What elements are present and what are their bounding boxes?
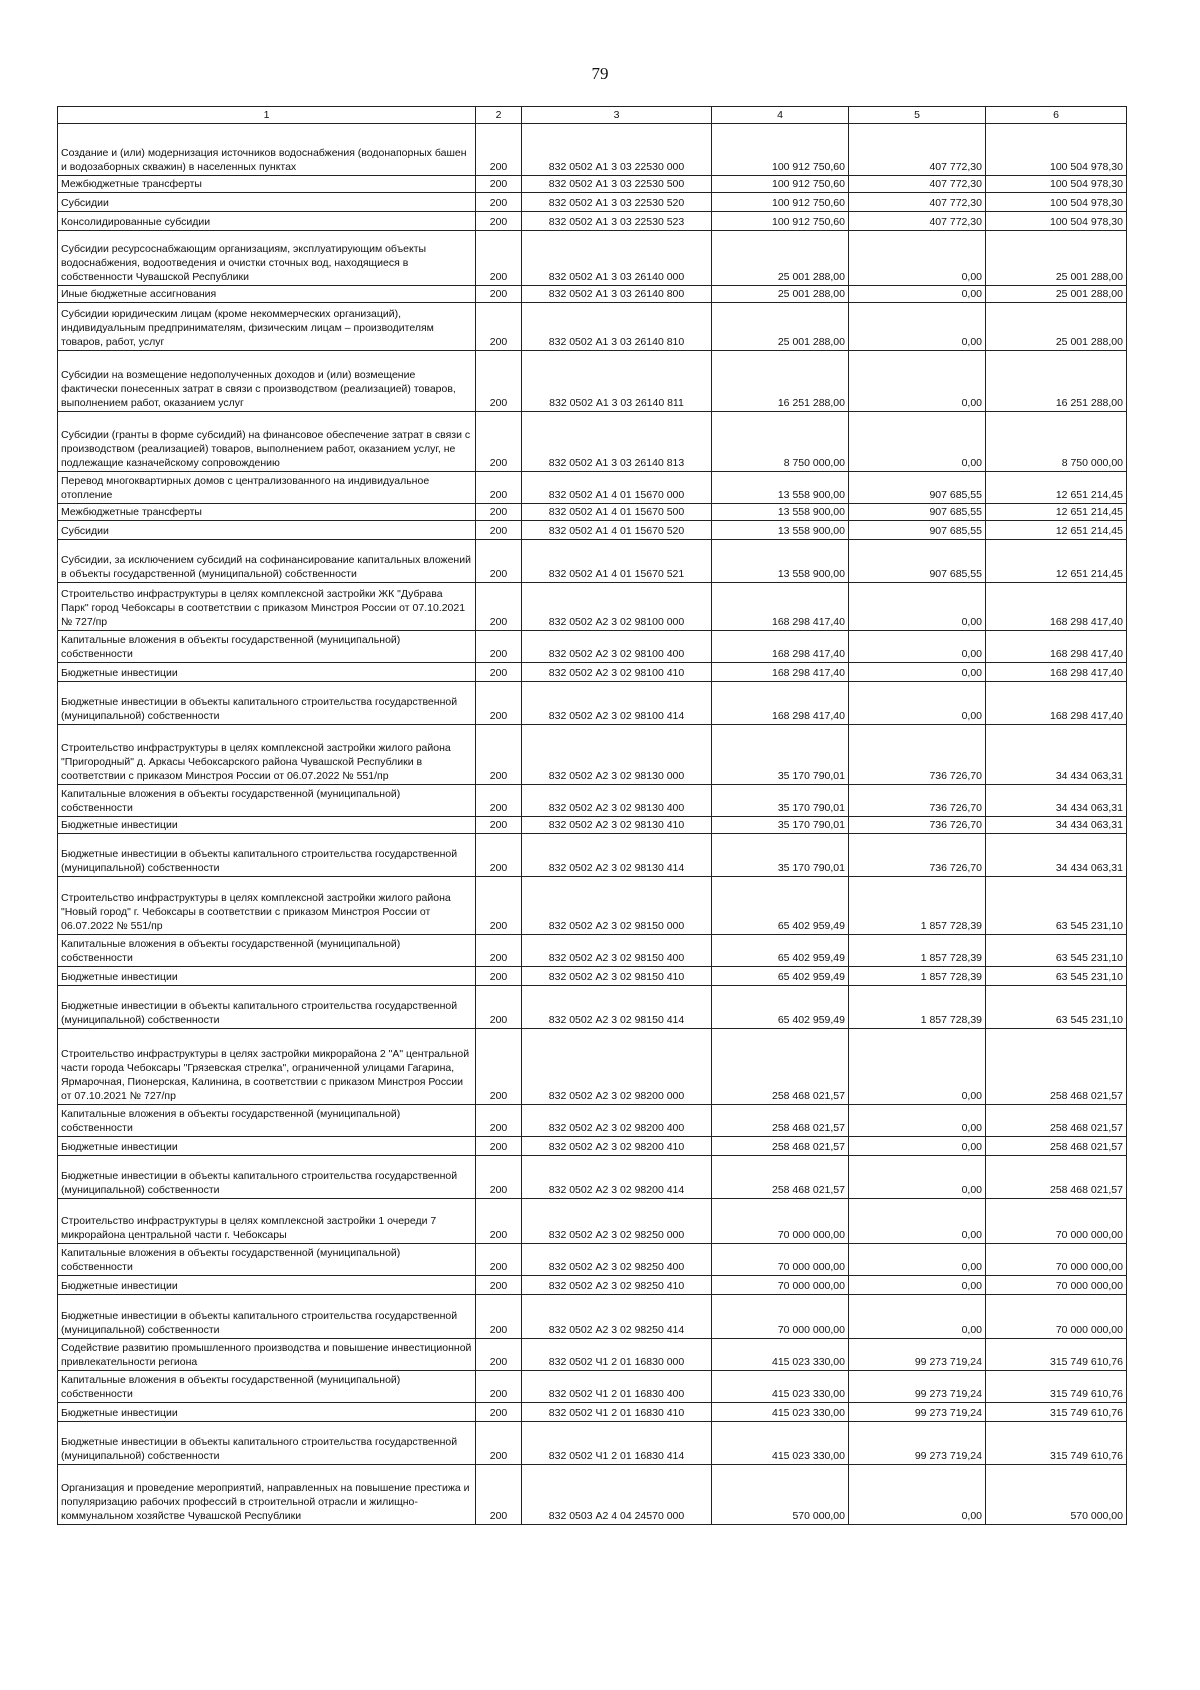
row-executed-amount: 0,00 xyxy=(849,412,986,472)
row-remaining-amount: 70 000 000,00 xyxy=(986,1295,1127,1339)
table-row xyxy=(58,986,1127,1029)
row-executed-amount: 1 857 728,39 xyxy=(849,935,986,967)
row-budget-code: 832 0502 А1 3 03 22530 000 xyxy=(522,124,712,176)
row-budget-code: 832 0502 А2 3 02 98100 410 xyxy=(522,663,712,682)
row-planned-amount: 35 170 790,01 xyxy=(712,725,849,785)
row-remaining-amount: 63 545 231,10 xyxy=(986,935,1127,967)
row-planned-amount: 415 023 330,00 xyxy=(712,1403,849,1422)
table-row xyxy=(58,834,1127,877)
row-name: Бюджетные инвестиции в объекты капитального строительства государственной (муниципальной) собственности xyxy=(58,1295,476,1339)
row-admin-code: 200 xyxy=(476,834,522,877)
table-row xyxy=(58,1339,1127,1371)
row-remaining-amount: 12 651 214,45 xyxy=(986,472,1127,504)
row-admin-code: 200 xyxy=(476,817,522,834)
row-executed-amount: 0,00 xyxy=(849,303,986,351)
row-name: Капитальные вложения в объекты государственной (муниципальной) собственности xyxy=(58,1244,476,1276)
row-name: Перевод многоквартирных домов с централизованного на индивидуальное отопление xyxy=(58,472,476,504)
row-executed-amount: 99 273 719,24 xyxy=(849,1403,986,1422)
row-planned-amount: 65 402 959,49 xyxy=(712,935,849,967)
row-executed-amount: 0,00 xyxy=(849,1276,986,1295)
row-budget-code: 832 0502 А1 4 01 15670 000 xyxy=(522,472,712,504)
row-name: Строительство инфраструктуры в целях застройки микрорайона 2 "А" центральной части города Чебоксары "Грязевская стрелка", ограниченной улицами Гагарина, Ярмарочная, Пионерская, Калинина, в соответствии с приказом Минстроя России от 07.10.2021 № 727/пр xyxy=(58,1029,476,1105)
row-executed-amount: 0,00 xyxy=(849,1156,986,1199)
row-name: Бюджетные инвестиции в объекты капитального строительства государственной (муниципальной) собственности xyxy=(58,682,476,725)
row-executed-amount: 0,00 xyxy=(849,351,986,412)
row-admin-code: 200 xyxy=(476,231,522,286)
row-admin-code: 200 xyxy=(476,725,522,785)
row-remaining-amount: 16 251 288,00 xyxy=(986,351,1127,412)
row-remaining-amount: 315 749 610,76 xyxy=(986,1403,1127,1422)
row-planned-amount: 168 298 417,40 xyxy=(712,583,849,631)
row-planned-amount: 100 912 750,60 xyxy=(712,124,849,176)
row-admin-code: 200 xyxy=(476,540,522,583)
row-executed-amount: 907 685,55 xyxy=(849,521,986,540)
row-name: Бюджетные инвестиции xyxy=(58,1403,476,1422)
row-name: Капитальные вложения в объекты государственной (муниципальной) собственности xyxy=(58,1371,476,1403)
row-budget-code: 832 0502 Ч1 2 01 16830 410 xyxy=(522,1403,712,1422)
row-name: Создание и (или) модернизация источников водоснабжения (водонапорных башен и водозаборных скважин) в населенных пунктах xyxy=(58,124,476,176)
row-budget-code: 832 0502 А2 3 02 98130 414 xyxy=(522,834,712,877)
row-admin-code: 200 xyxy=(476,1105,522,1137)
row-name: Бюджетные инвестиции xyxy=(58,1137,476,1156)
row-admin-code: 200 xyxy=(476,935,522,967)
table-row xyxy=(58,935,1127,967)
column-header: 6 xyxy=(986,107,1127,124)
row-executed-amount: 407 772,30 xyxy=(849,212,986,231)
row-budget-code: 832 0503 А2 4 04 24570 000 xyxy=(522,1465,712,1525)
column-header: 5 xyxy=(849,107,986,124)
row-budget-code: 832 0502 А1 3 03 22530 500 xyxy=(522,176,712,193)
row-name: Иные бюджетные ассигнования xyxy=(58,286,476,303)
row-remaining-amount: 570 000,00 xyxy=(986,1465,1127,1525)
row-planned-amount: 258 468 021,57 xyxy=(712,1137,849,1156)
row-remaining-amount: 25 001 288,00 xyxy=(986,231,1127,286)
row-name: Субсидии, за исключением субсидий на софинансирование капитальных вложений в объекты государственной (муниципальной) собственности xyxy=(58,540,476,583)
row-name: Субсидии xyxy=(58,521,476,540)
row-remaining-amount: 168 298 417,40 xyxy=(986,682,1127,725)
row-name: Организация и проведение мероприятий, направленных на повышение престижа и популяризацию рабочих профессий в строительной отрасли и жилищно-коммунальном хозяйстве Чувашской Республики xyxy=(58,1465,476,1525)
row-remaining-amount: 258 468 021,57 xyxy=(986,1137,1127,1156)
row-budget-code: 832 0502 А2 3 02 98250 410 xyxy=(522,1276,712,1295)
row-name: Капитальные вложения в объекты государственной (муниципальной) собственности xyxy=(58,785,476,817)
row-budget-code: 832 0502 А1 3 03 22530 520 xyxy=(522,193,712,212)
row-name: Бюджетные инвестиции xyxy=(58,817,476,834)
row-remaining-amount: 100 504 978,30 xyxy=(986,176,1127,193)
table-row xyxy=(58,286,1127,303)
row-admin-code: 200 xyxy=(476,967,522,986)
row-planned-amount: 8 750 000,00 xyxy=(712,412,849,472)
row-name: Консолидированные субсидии xyxy=(58,212,476,231)
row-budget-code: 832 0502 А1 3 03 26140 813 xyxy=(522,412,712,472)
table-row xyxy=(58,472,1127,504)
row-planned-amount: 13 558 900,00 xyxy=(712,504,849,521)
table-row xyxy=(58,877,1127,935)
row-executed-amount: 907 685,55 xyxy=(849,472,986,504)
row-admin-code: 200 xyxy=(476,1029,522,1105)
row-admin-code: 200 xyxy=(476,1244,522,1276)
row-executed-amount: 99 273 719,24 xyxy=(849,1422,986,1465)
row-executed-amount: 0,00 xyxy=(849,1465,986,1525)
row-executed-amount: 0,00 xyxy=(849,1137,986,1156)
row-planned-amount: 70 000 000,00 xyxy=(712,1244,849,1276)
row-budget-code: 832 0502 А1 4 01 15670 521 xyxy=(522,540,712,583)
row-budget-code: 832 0502 А2 3 02 98130 400 xyxy=(522,785,712,817)
table-row xyxy=(58,193,1127,212)
row-admin-code: 200 xyxy=(476,193,522,212)
row-executed-amount: 0,00 xyxy=(849,1105,986,1137)
row-admin-code: 200 xyxy=(476,877,522,935)
row-planned-amount: 13 558 900,00 xyxy=(712,472,849,504)
row-name: Бюджетные инвестиции в объекты капитального строительства государственной (муниципальной) собственности xyxy=(58,834,476,877)
table-row xyxy=(58,1403,1127,1422)
row-budget-code: 832 0502 А1 3 03 26140 810 xyxy=(522,303,712,351)
row-planned-amount: 70 000 000,00 xyxy=(712,1199,849,1244)
row-remaining-amount: 168 298 417,40 xyxy=(986,631,1127,663)
row-name: Субсидии (гранты в форме субсидий) на финансовое обеспечение затрат в связи с производством (реализацией) товаров, выполнением работ, оказанием услуг, не подлежащие казначейскому сопровождению xyxy=(58,412,476,472)
row-budget-code: 832 0502 Ч1 2 01 16830 000 xyxy=(522,1339,712,1371)
table-row xyxy=(58,1029,1127,1105)
row-name: Межбюджетные трансферты xyxy=(58,504,476,521)
table-row xyxy=(58,303,1127,351)
row-planned-amount: 100 912 750,60 xyxy=(712,176,849,193)
row-budget-code: 832 0502 А1 3 03 22530 523 xyxy=(522,212,712,231)
row-name: Субсидии юридическим лицам (кроме некоммерческих организаций), индивидуальным предпринимателям, физическим лицам – производителям товаров, работ, услуг xyxy=(58,303,476,351)
row-admin-code: 200 xyxy=(476,504,522,521)
row-budget-code: 832 0502 А2 3 02 98250 400 xyxy=(522,1244,712,1276)
row-budget-code: 832 0502 А2 3 02 98130 410 xyxy=(522,817,712,834)
row-planned-amount: 25 001 288,00 xyxy=(712,303,849,351)
row-executed-amount: 0,00 xyxy=(849,583,986,631)
row-remaining-amount: 100 504 978,30 xyxy=(986,193,1127,212)
row-executed-amount: 99 273 719,24 xyxy=(849,1371,986,1403)
header-row xyxy=(58,107,1127,124)
table-row xyxy=(58,1137,1127,1156)
row-budget-code: 832 0502 А2 3 02 98200 400 xyxy=(522,1105,712,1137)
row-executed-amount: 407 772,30 xyxy=(849,176,986,193)
row-admin-code: 200 xyxy=(476,1422,522,1465)
row-remaining-amount: 70 000 000,00 xyxy=(986,1276,1127,1295)
row-budget-code: 832 0502 А2 3 02 98130 000 xyxy=(522,725,712,785)
row-planned-amount: 258 468 021,57 xyxy=(712,1105,849,1137)
table-row xyxy=(58,1105,1127,1137)
row-planned-amount: 35 170 790,01 xyxy=(712,817,849,834)
row-executed-amount: 0,00 xyxy=(849,231,986,286)
row-planned-amount: 570 000,00 xyxy=(712,1465,849,1525)
table-row xyxy=(58,521,1127,540)
row-planned-amount: 25 001 288,00 xyxy=(712,286,849,303)
row-budget-code: 832 0502 А1 3 03 26140 811 xyxy=(522,351,712,412)
table-row xyxy=(58,583,1127,631)
table-row xyxy=(58,1199,1127,1244)
row-remaining-amount: 12 651 214,45 xyxy=(986,521,1127,540)
table-row xyxy=(58,1422,1127,1465)
row-remaining-amount: 315 749 610,76 xyxy=(986,1339,1127,1371)
row-executed-amount: 0,00 xyxy=(849,631,986,663)
row-remaining-amount: 12 651 214,45 xyxy=(986,540,1127,583)
row-admin-code: 200 xyxy=(476,303,522,351)
table-row xyxy=(58,663,1127,682)
row-name: Строительство инфраструктуры в целях комплексной застройки 1 очереди 7 микрорайона центральной части г. Чебоксары xyxy=(58,1199,476,1244)
row-budget-code: 832 0502 А2 3 02 98200 414 xyxy=(522,1156,712,1199)
row-planned-amount: 168 298 417,40 xyxy=(712,682,849,725)
row-admin-code: 200 xyxy=(476,1403,522,1422)
row-executed-amount: 0,00 xyxy=(849,1295,986,1339)
row-admin-code: 200 xyxy=(476,1465,522,1525)
row-remaining-amount: 100 504 978,30 xyxy=(986,212,1127,231)
row-remaining-amount: 34 434 063,31 xyxy=(986,785,1127,817)
row-executed-amount: 0,00 xyxy=(849,1199,986,1244)
row-name: Строительство инфраструктуры в целях комплексной застройки жилого района "Новый город" г. Чебоксары в соответствии с приказом Минстроя России от 06.07.2022 № 551/пр xyxy=(58,877,476,935)
row-remaining-amount: 12 651 214,45 xyxy=(986,504,1127,521)
table-row xyxy=(58,176,1127,193)
table-row xyxy=(58,725,1127,785)
row-planned-amount: 65 402 959,49 xyxy=(712,986,849,1029)
row-name: Строительство инфраструктуры в целях комплексной застройки ЖК "Дубрава Парк" город Чебоксары в соответствии с приказом Минстроя России от 07.10.2021 № 727/пр xyxy=(58,583,476,631)
column-header: 3 xyxy=(522,107,712,124)
row-admin-code: 200 xyxy=(476,986,522,1029)
table-row xyxy=(58,1156,1127,1199)
table-row xyxy=(58,1276,1127,1295)
row-planned-amount: 25 001 288,00 xyxy=(712,231,849,286)
row-remaining-amount: 315 749 610,76 xyxy=(986,1371,1127,1403)
row-budget-code: 832 0502 А2 3 02 98150 400 xyxy=(522,935,712,967)
row-executed-amount: 1 857 728,39 xyxy=(849,986,986,1029)
row-remaining-amount: 70 000 000,00 xyxy=(986,1244,1127,1276)
row-executed-amount: 0,00 xyxy=(849,682,986,725)
budget-table xyxy=(57,106,1127,1525)
row-remaining-amount: 258 468 021,57 xyxy=(986,1156,1127,1199)
row-admin-code: 200 xyxy=(476,1295,522,1339)
table-row xyxy=(58,1244,1127,1276)
row-admin-code: 200 xyxy=(476,521,522,540)
row-budget-code: 832 0502 А2 3 02 98200 410 xyxy=(522,1137,712,1156)
row-admin-code: 200 xyxy=(476,286,522,303)
row-budget-code: 832 0502 А1 4 01 15670 520 xyxy=(522,521,712,540)
row-admin-code: 200 xyxy=(476,1137,522,1156)
row-remaining-amount: 63 545 231,10 xyxy=(986,877,1127,935)
row-admin-code: 200 xyxy=(476,1371,522,1403)
row-planned-amount: 168 298 417,40 xyxy=(712,663,849,682)
row-planned-amount: 16 251 288,00 xyxy=(712,351,849,412)
row-name: Бюджетные инвестиции в объекты капитального строительства государственной (муниципальной) собственности xyxy=(58,986,476,1029)
row-executed-amount: 1 857 728,39 xyxy=(849,877,986,935)
row-planned-amount: 70 000 000,00 xyxy=(712,1295,849,1339)
row-admin-code: 200 xyxy=(476,351,522,412)
row-executed-amount: 407 772,30 xyxy=(849,193,986,212)
row-planned-amount: 65 402 959,49 xyxy=(712,967,849,986)
table-row xyxy=(58,124,1127,176)
row-name: Субсидии xyxy=(58,193,476,212)
row-name: Бюджетные инвестиции в объекты капитального строительства государственной (муниципальной) собственности xyxy=(58,1422,476,1465)
row-name: Бюджетные инвестиции в объекты капитального строительства государственной (муниципальной) собственности xyxy=(58,1156,476,1199)
row-remaining-amount: 34 434 063,31 xyxy=(986,817,1127,834)
table-row xyxy=(58,540,1127,583)
row-admin-code: 200 xyxy=(476,785,522,817)
row-planned-amount: 415 023 330,00 xyxy=(712,1371,849,1403)
row-budget-code: 832 0502 А1 4 01 15670 500 xyxy=(522,504,712,521)
row-executed-amount: 0,00 xyxy=(849,663,986,682)
row-budget-code: 832 0502 А2 3 02 98100 414 xyxy=(522,682,712,725)
row-executed-amount: 407 772,30 xyxy=(849,124,986,176)
row-name: Капитальные вложения в объекты государственной (муниципальной) собственности xyxy=(58,631,476,663)
row-remaining-amount: 34 434 063,31 xyxy=(986,725,1127,785)
row-executed-amount: 736 726,70 xyxy=(849,785,986,817)
page-number: 79 xyxy=(591,64,609,83)
row-name: Бюджетные инвестиции xyxy=(58,663,476,682)
row-name: Субсидии на возмещение недополученных доходов и (или) возмещение фактически понесенных затрат в связи с производством (реализацией) товаров, выполнением работ, оказанием услуг xyxy=(58,351,476,412)
row-budget-code: 832 0502 А2 3 02 98250 000 xyxy=(522,1199,712,1244)
table-row xyxy=(58,1465,1127,1525)
column-header: 2 xyxy=(476,107,522,124)
row-admin-code: 200 xyxy=(476,472,522,504)
row-budget-code: 832 0502 Ч1 2 01 16830 414 xyxy=(522,1422,712,1465)
row-remaining-amount: 315 749 610,76 xyxy=(986,1422,1127,1465)
row-budget-code: 832 0502 Ч1 2 01 16830 400 xyxy=(522,1371,712,1403)
row-planned-amount: 100 912 750,60 xyxy=(712,193,849,212)
row-admin-code: 200 xyxy=(476,631,522,663)
row-executed-amount: 736 726,70 xyxy=(849,725,986,785)
row-budget-code: 832 0502 А1 3 03 26140 800 xyxy=(522,286,712,303)
row-planned-amount: 35 170 790,01 xyxy=(712,834,849,877)
row-budget-code: 832 0502 А2 3 02 98150 410 xyxy=(522,967,712,986)
row-budget-code: 832 0502 А1 3 03 26140 000 xyxy=(522,231,712,286)
row-admin-code: 200 xyxy=(476,212,522,231)
row-executed-amount: 99 273 719,24 xyxy=(849,1339,986,1371)
row-admin-code: 200 xyxy=(476,1199,522,1244)
row-planned-amount: 13 558 900,00 xyxy=(712,521,849,540)
row-name: Содействие развитию промышленного производства и повышение инвестиционной привлекательности региона xyxy=(58,1339,476,1371)
row-executed-amount: 0,00 xyxy=(849,1244,986,1276)
table-row xyxy=(58,504,1127,521)
row-planned-amount: 415 023 330,00 xyxy=(712,1339,849,1371)
row-remaining-amount: 34 434 063,31 xyxy=(986,834,1127,877)
row-executed-amount: 736 726,70 xyxy=(849,817,986,834)
row-planned-amount: 70 000 000,00 xyxy=(712,1276,849,1295)
row-remaining-amount: 63 545 231,10 xyxy=(986,986,1127,1029)
row-name: Бюджетные инвестиции xyxy=(58,1276,476,1295)
row-name: Бюджетные инвестиции xyxy=(58,967,476,986)
row-planned-amount: 65 402 959,49 xyxy=(712,877,849,935)
row-remaining-amount: 258 468 021,57 xyxy=(986,1029,1127,1105)
row-budget-code: 832 0502 А2 3 02 98100 400 xyxy=(522,631,712,663)
row-executed-amount: 1 857 728,39 xyxy=(849,967,986,986)
table-row xyxy=(58,967,1127,986)
table-row xyxy=(58,1371,1127,1403)
row-remaining-amount: 25 001 288,00 xyxy=(986,303,1127,351)
row-budget-code: 832 0502 А2 3 02 98200 000 xyxy=(522,1029,712,1105)
row-planned-amount: 258 468 021,57 xyxy=(712,1029,849,1105)
row-planned-amount: 258 468 021,57 xyxy=(712,1156,849,1199)
column-header: 4 xyxy=(712,107,849,124)
row-planned-amount: 415 023 330,00 xyxy=(712,1422,849,1465)
row-executed-amount: 0,00 xyxy=(849,1029,986,1105)
row-remaining-amount: 63 545 231,10 xyxy=(986,967,1127,986)
row-executed-amount: 907 685,55 xyxy=(849,540,986,583)
row-admin-code: 200 xyxy=(476,1339,522,1371)
row-planned-amount: 13 558 900,00 xyxy=(712,540,849,583)
row-planned-amount: 168 298 417,40 xyxy=(712,631,849,663)
table-row xyxy=(58,631,1127,663)
column-header: 1 xyxy=(58,107,476,124)
row-admin-code: 200 xyxy=(476,1276,522,1295)
table-row xyxy=(58,785,1127,817)
row-planned-amount: 100 912 750,60 xyxy=(712,212,849,231)
row-budget-code: 832 0502 А2 3 02 98150 000 xyxy=(522,877,712,935)
row-remaining-amount: 168 298 417,40 xyxy=(986,663,1127,682)
row-admin-code: 200 xyxy=(476,682,522,725)
table-row xyxy=(58,351,1127,412)
row-admin-code: 200 xyxy=(476,124,522,176)
row-remaining-amount: 168 298 417,40 xyxy=(986,583,1127,631)
row-admin-code: 200 xyxy=(476,583,522,631)
row-budget-code: 832 0502 А2 3 02 98100 000 xyxy=(522,583,712,631)
row-name: Субсидии ресурсоснабжающим организациям, эксплуатирующим объекты водоснабжения, водоотведения и очистки сточных вод, находящиеся в собственности Чувашской Республики xyxy=(58,231,476,286)
table-row xyxy=(58,212,1127,231)
row-remaining-amount: 25 001 288,00 xyxy=(986,286,1127,303)
table-row xyxy=(58,1295,1127,1339)
row-executed-amount: 907 685,55 xyxy=(849,504,986,521)
row-remaining-amount: 100 504 978,30 xyxy=(986,124,1127,176)
table-row xyxy=(58,231,1127,286)
row-name: Капитальные вложения в объекты государственной (муниципальной) собственности xyxy=(58,935,476,967)
table-row xyxy=(58,412,1127,472)
row-admin-code: 200 xyxy=(476,412,522,472)
row-remaining-amount: 258 468 021,57 xyxy=(986,1105,1127,1137)
row-executed-amount: 0,00 xyxy=(849,286,986,303)
row-admin-code: 200 xyxy=(476,663,522,682)
table-row xyxy=(58,682,1127,725)
row-name: Строительство инфраструктуры в целях комплексной застройки жилого района "Пригородный" д. Аркасы Чебоксарского района Чувашской Республики в соответствии с приказом Минстроя России от 06.07.2022 № 551/пр xyxy=(58,725,476,785)
table-row xyxy=(58,817,1127,834)
row-budget-code: 832 0502 А2 3 02 98250 414 xyxy=(522,1295,712,1339)
row-executed-amount: 736 726,70 xyxy=(849,834,986,877)
row-name: Капитальные вложения в объекты государственной (муниципальной) собственности xyxy=(58,1105,476,1137)
row-admin-code: 200 xyxy=(476,1156,522,1199)
row-budget-code: 832 0502 А2 3 02 98150 414 xyxy=(522,986,712,1029)
row-remaining-amount: 8 750 000,00 xyxy=(986,412,1127,472)
row-planned-amount: 35 170 790,01 xyxy=(712,785,849,817)
row-admin-code: 200 xyxy=(476,176,522,193)
row-name: Межбюджетные трансферты xyxy=(58,176,476,193)
row-remaining-amount: 70 000 000,00 xyxy=(986,1199,1127,1244)
